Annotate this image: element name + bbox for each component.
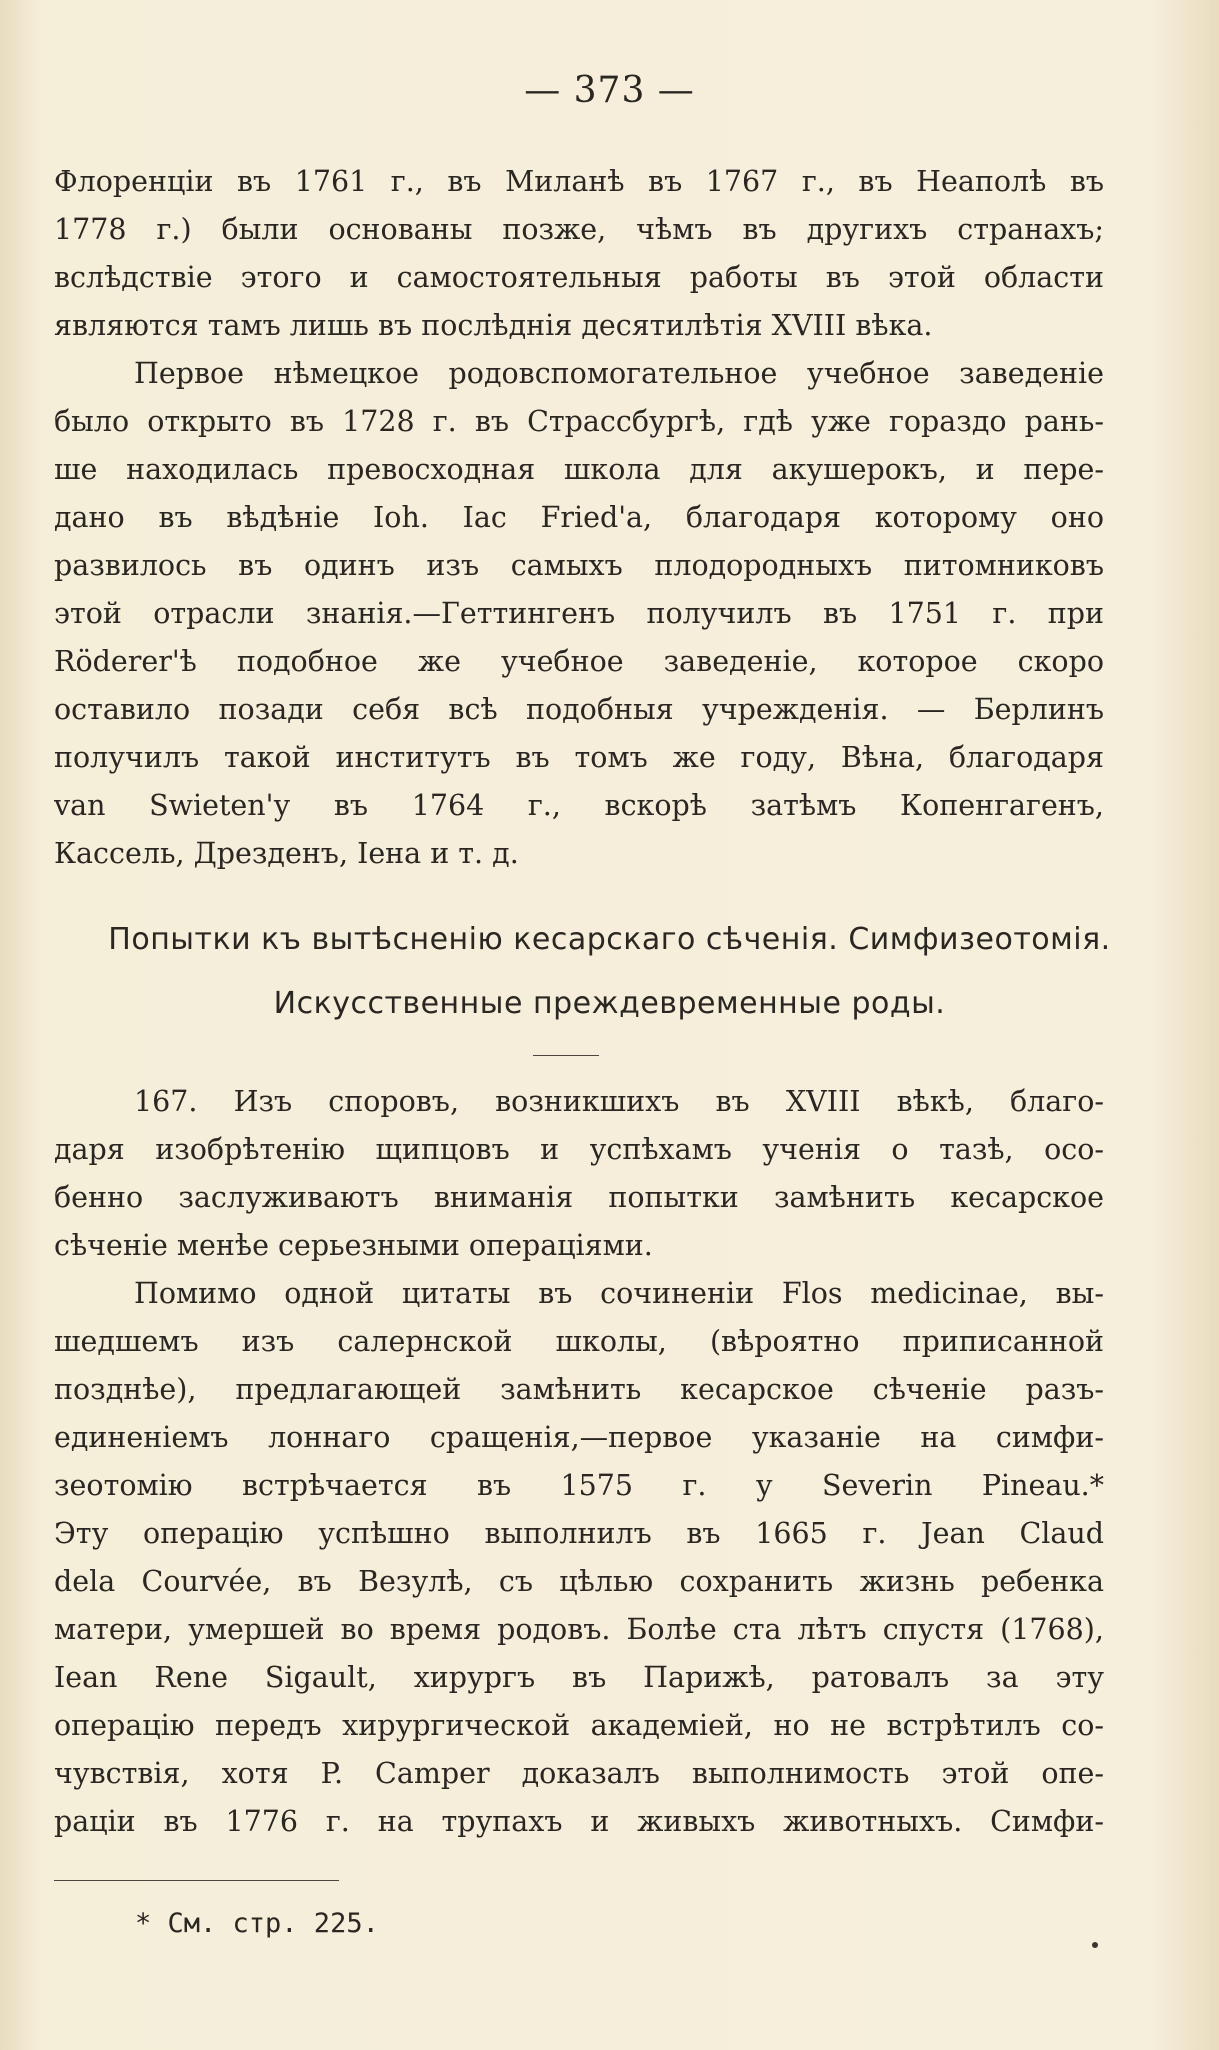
- text-line: зеотомію встрѣчается въ 1575 г. у Severin Pineau.*: [54, 1469, 1104, 1502]
- paragraph-167: [54, 1078, 1104, 1270]
- paragraph-german-institutes: [54, 350, 1104, 878]
- text-line: получилъ такой институтъ въ томъ же году, Вѣна, благодаря: [54, 741, 1104, 774]
- text-line: Флоренціи въ 1761 г., въ Миланѣ въ 1767 г., въ Неаполѣ въ: [54, 165, 1104, 198]
- paragraph-continuation: [54, 158, 1104, 350]
- text-line: чувствія, хотя P. Camper доказалъ выполнимость этой опе-: [54, 1757, 1104, 1790]
- ink-speck: [1092, 1942, 1098, 1948]
- text-line: Эту операцію успѣшно выполнилъ въ 1665 г. Jean Claud: [54, 1517, 1104, 1550]
- footnote: * См. стр. 225.: [135, 1908, 379, 1939]
- text-line: шедшемъ изъ салернской школы, (вѣроятно приписанной: [54, 1325, 1104, 1358]
- paragraph-symphysiotomy: [54, 1270, 1104, 1846]
- section-heading-line-1: Попытки къ вытѣсненію кесарскаго сѣченія. Симфизеотомія.: [108, 922, 1111, 957]
- text-line: Первое нѣмецкое родовспомогательное учебное заведеніе: [134, 357, 1104, 390]
- text-line: van Swieten'у въ 1764 г., вскорѣ затѣмъ Копенгагенъ,: [54, 789, 1104, 822]
- text-line: 1778 г.) были основаны позже, чѣмъ въ другихъ странахъ;: [54, 213, 1104, 246]
- text-line: Помимо одной цитаты въ сочиненіи Flos medicinae, вы-: [134, 1277, 1104, 1310]
- text-line: ше находилась превосходная школа для акушерокъ, и пере-: [54, 453, 1104, 486]
- text-line: Кассель, Дрезденъ, Iена и т. д.: [54, 837, 519, 870]
- text-line: являются тамъ лишь въ послѣднія десятилѣтія XVIII вѣка.: [54, 309, 933, 342]
- text-line: дано въ вѣдѣніе Ioh. Iac Fried'a, благодаря которому оно: [54, 501, 1104, 534]
- page-number: — 373 —: [524, 70, 695, 111]
- text-line: единеніемъ лоннаго сращенія,—первое указаніе на симфи-: [54, 1421, 1104, 1454]
- text-line: Röderer'ѣ подобное же учебное заведеніе, которое скоро: [54, 645, 1104, 678]
- text-line: было открыто въ 1728 г. въ Страссбургѣ, гдѣ уже гораздо рань-: [54, 405, 1104, 438]
- heading-divider: [533, 1055, 599, 1056]
- footnote-divider: [54, 1880, 339, 1881]
- text-line: этой отрасли знанія.—Геттингенъ получилъ въ 1751 г. при: [54, 597, 1104, 630]
- text-line: матери, умершей во время родовъ. Болѣе ста лѣтъ спустя (1768),: [54, 1613, 1104, 1646]
- text-line: 167. Изъ споровъ, возникшихъ въ XVIII вѣкѣ, благо-: [134, 1085, 1104, 1118]
- section-heading-line-2: Искусственные преждевременные роды.: [273, 986, 946, 1021]
- text-line: раціи въ 1776 г. на трупахъ и живыхъ животныхъ. Симфи-: [54, 1805, 1104, 1838]
- text-line: оставило позади себя всѣ подобныя учрежденія. — Берлинъ: [54, 693, 1104, 726]
- text-line: даря изобрѣтенію щипцовъ и успѣхамъ ученія о тазѣ, осо-: [54, 1133, 1104, 1166]
- text-line: операцію передъ хирургической академіей, но не встрѣтилъ со-: [54, 1709, 1104, 1742]
- text-line: позднѣе), предлагающей замѣнить кесарское сѣченіе разъ-: [54, 1373, 1104, 1406]
- text-line: развилось въ одинъ изъ самыхъ плодородныхъ питомниковъ: [54, 549, 1104, 582]
- text-line: Iean Rene Sigault, хирургъ въ Парижѣ, ратовалъ за эту: [54, 1661, 1104, 1694]
- text-line: сѣченіе менѣе серьезными операціями.: [54, 1229, 653, 1262]
- text-line: вслѣдствіе этого и самостоятельныя работы въ этой области: [54, 261, 1104, 294]
- text-line: dela Courvée, въ Везулѣ, съ цѣлью сохранить жизнь ребенка: [54, 1565, 1104, 1598]
- text-line: бенно заслуживаютъ вниманія попытки замѣнить кесарское: [54, 1181, 1104, 1214]
